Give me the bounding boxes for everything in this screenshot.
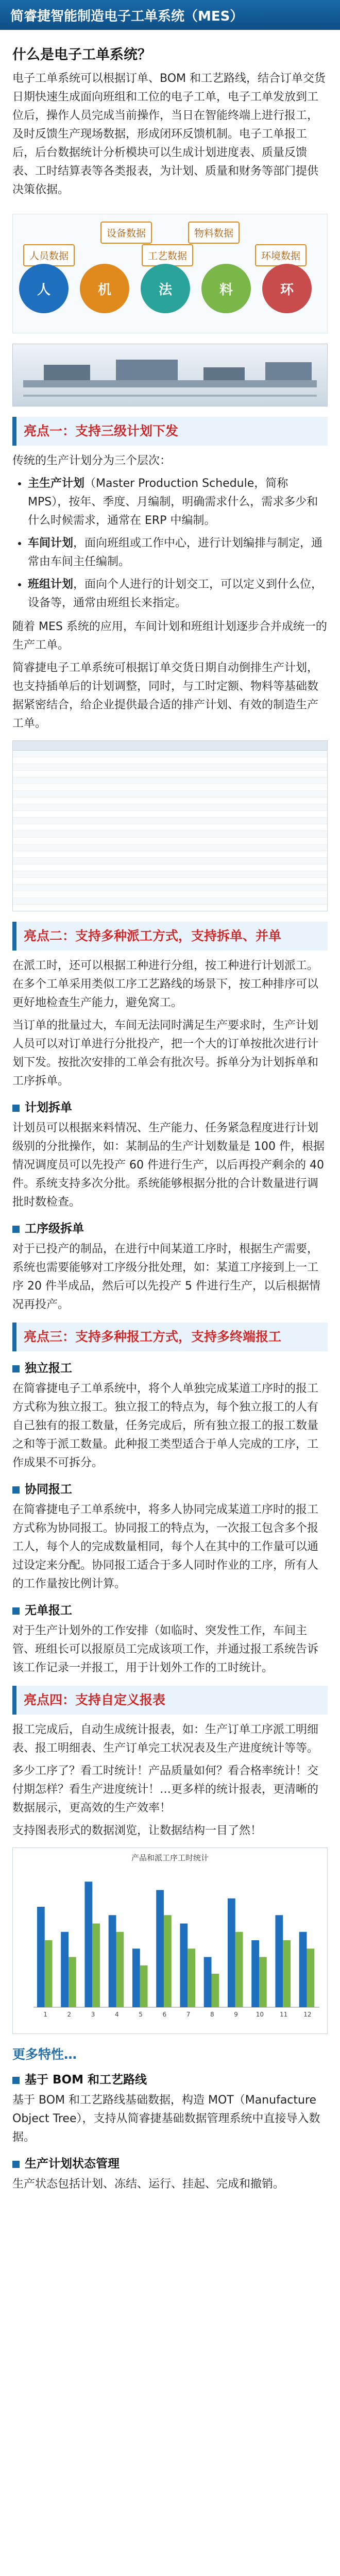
diagram-box-process: 工艺数据 [142,244,193,266]
table-row [13,824,327,831]
s3-paragraph-1: 在简睿捷电子工单系统中，将个人单独完成某道工序时的报工方式称为独立报工。独立报工的特点为，每个独立报工的人有自己独有的报工数量，任务完成后，所有独立报工的报工数量之和等于派工数量。此种报工类型适合于单人完成的工序，工作成果不可拆分。 [12,1382,319,1469]
factor-circle-material: 料 [201,264,251,313]
x-tick-label: 11 [279,2011,288,2018]
diagram-box-equipment: 设备数据 [100,222,152,244]
s2-paragraph-3: 计划员可以根据来料情况、生产能力、任务紧急程度进行计划级别的分批操作，如：某制品的生产计划数量是 100 件，根据情况调度员可以先投产 60 件进行生产，以后再投产剩余的 40 件。系统支持多次分批。系统能够根据分批的合计数量进行调批时数检查。 [12,1122,325,1209]
x-tick-label: 1 [43,2011,47,2018]
subheading-text: 协同报工 [25,1483,72,1496]
subheading-process-split [12,1219,328,1236]
intro-heading: 什么是电子工单系统？ [12,47,151,63]
bullet-term: 主生产计划 [28,477,85,490]
subheading-independent-report [12,1359,328,1376]
highlight-2-body [0,957,340,1091]
table-row [13,804,327,811]
table-row [13,798,327,804]
bar-series1-9 [235,1932,243,2007]
x-tick-label: 7 [186,2011,191,2018]
s1-paragraph-2: 随着 MES 系统的应用，车间计划和班组计划逐步合并成统一的生产工单。 [12,620,327,652]
bar-series1-6 [164,1915,172,2007]
subheading-no-order-report [12,1601,328,1618]
table-row [13,751,327,757]
statistics-chart-screenshot [12,1848,328,2034]
table-row [13,905,327,911]
screenshot-table [13,751,327,911]
table-row [13,791,327,798]
factor-circle-environment: 环 [262,264,312,313]
bar-series1-8 [211,1974,219,2007]
highlight-3-title: 亮点三：支持多种报工方式，支持多终端报工 [24,1329,282,1344]
s4-paragraph-3: 支持图表形式的数据浏览，让数据结构一目了然！ [12,1824,262,1837]
diagram-box-material: 物料数据 [188,222,240,244]
subheading-text: 工序级拆单 [25,1222,84,1235]
x-tick-label: 10 [256,2011,264,2018]
table-row [13,858,327,865]
square-bullet-icon [12,1607,20,1615]
table-row [13,784,327,791]
x-tick-label: 8 [210,2011,214,2018]
highlight-1-heading [12,417,328,446]
s3-paragraph-2: 在简睿捷电子工单系统中，将多人协同完成某道工序时的报工方式称为协同报工。协同报工的特点为，一次报工包含多个报工人，每个人的完成数量相同，每个人在其中的工作量可以通过设定来分配。协同报工适合于多人同时作业的工序，所有人的工作量按比例计算。 [12,1503,319,1590]
bar-series1-5 [140,1965,148,2007]
s4-paragraph-1: 报工完成后，自动生成统计报表，如：生产订单工序派工明细表、报工明细表、生产订单完工状况表及生产进度统计等等。 [12,1723,319,1755]
bar-series0-3 [84,1882,92,2007]
highlight-2-heading [12,922,328,951]
bar-series1-2 [69,1957,76,2008]
table-row [13,838,327,844]
table-row [13,898,327,905]
highlight-4-heading [12,1686,328,1715]
intro-paragraph: 电子工单系统可以根据订单、BOM 和工艺路线，结合订单交货日期快速生成面向班组和工位的电子工单，电子工单发放到工位后，操作人员完成当前操作，当日在智能终端上进行报工，及时反馈生产现场数据，形成闭环反馈机制。电子工单报工后，后台数据统计分析模块可以生成计划进度表、质量反馈表、工时结算表等各类报表，为计划、质量和财务等部门提供决策依据。 [12,72,326,196]
bar-series0-2 [61,1932,69,2007]
table-row [13,811,327,818]
bar-series0-10 [251,1940,259,2007]
x-tick-label: 2 [67,2011,72,2018]
bar-series1-1 [45,1940,53,2007]
s2-paragraph-4: 对于已投产的制品，在进行中间某道工序时，根据生产需要，系统也需要能够对工序级分批处理，如：某道工序接到上一工序 20 件半成品，然后可以先投产 5 件进行生产，以后根据情况再投产。 [12,1243,320,1311]
subheading-plan-split [12,1098,328,1115]
highlight-1-title: 亮点一：支持三级计划下发 [24,423,179,438]
bullet-term: 车间计划 [28,537,74,550]
table-row [13,831,327,838]
table-row [13,865,327,871]
intro-section [0,30,340,209]
subheading-text: 独立报工 [25,1362,72,1375]
banner-title: 简睿捷智能制造电子工单系统（MES） [10,8,244,24]
bullet-text: ，面向班组或工作中心，进行计划编排与制定，通常由车间主任编制。 [28,537,323,568]
x-tick-label: 6 [162,2011,167,2018]
bar-chart [13,1863,327,2028]
screenshot-toolbar [13,741,327,751]
bar-series0-4 [109,1915,116,2007]
bar-series1-3 [92,1924,100,2008]
s5-paragraph-2: 生产状态包括计划、冻结、运行、挂起、完成和撤销。 [12,2178,285,2191]
bar-series1-11 [283,1940,291,2007]
bar-series1-10 [259,1957,267,2008]
x-tick-label: 9 [234,2011,238,2018]
s2-paragraph-2: 当订单的批量过大，车间无法同时满足生产要求时，生产计划人员可以对订单进行分批投产，把一个大的订单按批次进行计划下发。按批次安排的工单会有批次号。拆单分为计划拆单和工序拆单。 [12,1019,319,1088]
square-bullet-icon [12,1365,20,1372]
list-item [28,474,328,530]
s2-paragraph-1: 在派工时，还可以根据工种进行分组，按工种进行计划派工。在多个工单采用类似工序工艺路线的场景下，按工种排序可以更好地检查生产能力，避免窝工。 [12,959,319,1009]
more-features-title: 更多特性… [12,2047,77,2062]
diagram-box-personnel: 人员数据 [23,244,75,266]
schedule-screenshot [12,740,328,911]
plan-levels-list [12,474,328,613]
table-row [13,891,327,898]
chart-title: 产品和派工序工时统计 [131,1853,209,1862]
table-row [13,851,327,858]
bullet-text: （Master Production Schedule，简称 MPS），按年、季度、月编制，明确需求什么，需求多少和什么时候需求，通常在 ERP 中编制。 [28,477,318,527]
subheading-bom [12,2070,328,2087]
table-row [13,757,327,764]
bar-series0-8 [204,1957,212,2008]
x-tick-label: 3 [91,2011,95,2018]
table-row [13,871,327,878]
five-factors-diagram [12,214,328,333]
s3-paragraph-3: 对于生产计划外的工作安排（如临时、突发性工作，车间主管、班组长可以报原员工完成该项工作，并通过报工系统告诉该工作记录一并报工，用于计划外工作的工时统计。 [12,1624,319,1674]
table-row [13,818,327,824]
s1-intro: 传统的生产计划分为三个层次： [12,454,172,467]
s5-paragraph-1: 基于 BOM 和工艺路线基础数据，构造 MOT（Manufacture Object Tree），支持从简睿捷基础数据管理系统中直接导入数据。 [12,2094,320,2144]
bar-series0-7 [180,1924,188,2008]
x-tick-label: 12 [303,2011,312,2018]
bar-series1-12 [307,1948,314,2007]
factor-circle-method: 法 [141,264,190,313]
bullet-text: ，面向个人进行的计划交工，可以定义到什么位，设备等，通常由班组长来指定。 [28,578,323,609]
table-row [13,771,327,777]
table-row [13,885,327,891]
bar-series1-7 [188,1948,195,2007]
bar-series0-6 [156,1890,164,2008]
s4-paragraph-2: 多少工序了？看工时统计！产品质量如何？看合格率统计！交付期怎样？看生产进度统计！…更多样的统计报表，更清晰的数据展示，更高效的生产效率！ [12,1765,319,1815]
list-item [28,534,328,571]
bar-series0-9 [228,1899,235,2007]
subheading-text: 无单报工 [25,1604,72,1617]
subheading-plan-status [12,2154,328,2171]
x-tick-label: 5 [139,2011,143,2018]
list-item [28,575,328,613]
subheading-text: 基于 BOM 和工艺路线 [25,2073,147,2087]
page-banner [0,0,340,30]
square-bullet-icon [12,1105,20,1112]
subheading-text: 生产计划状态管理 [25,2157,120,2171]
square-bullet-icon [12,2077,20,2084]
s1-paragraph-3: 简睿捷电子工单系统可根据订单交货日期自动倒排生产计划，也支持插单后的计划调整，同时，与工时定额、物料等基础数据紧密结合，给企业提供最合适的排产计划、有效的制造生产工单。 [12,662,319,730]
highlight-4-title: 亮点四：支持自定义报表 [24,1692,166,1707]
highlight-2-title: 亮点二：支持多种派工方式，支持拆单、并单 [24,928,282,943]
factor-circle-machine: 机 [80,264,129,313]
bar-series0-1 [37,1907,45,2007]
bar-series0-5 [132,1948,140,2007]
highlight-1-body [0,452,340,733]
diagram-box-environment: 环境数据 [255,244,307,266]
bar-series0-11 [275,1915,283,2007]
subheading-text: 计划拆单 [25,1101,72,1114]
factory-line-illustration [12,344,328,406]
subheading-collaborative-report [12,1480,328,1497]
square-bullet-icon [12,2161,20,2168]
table-row [13,764,327,771]
table-row [13,777,327,784]
factory-line-graphic [13,344,327,406]
bar-series1-4 [116,1932,124,2007]
square-bullet-icon [12,1486,20,1494]
bullet-term: 班组计划 [28,578,74,591]
factor-circle-people: 人 [19,264,69,313]
square-bullet-icon [12,1226,20,1233]
x-tick-label: 4 [115,2011,119,2018]
table-row [13,878,327,885]
highlight-3-heading [12,1323,328,1351]
more-features-heading [12,2044,328,2063]
highlight-4-body [0,1721,340,1840]
table-row [13,844,327,851]
bar-series0-12 [299,1932,307,2007]
